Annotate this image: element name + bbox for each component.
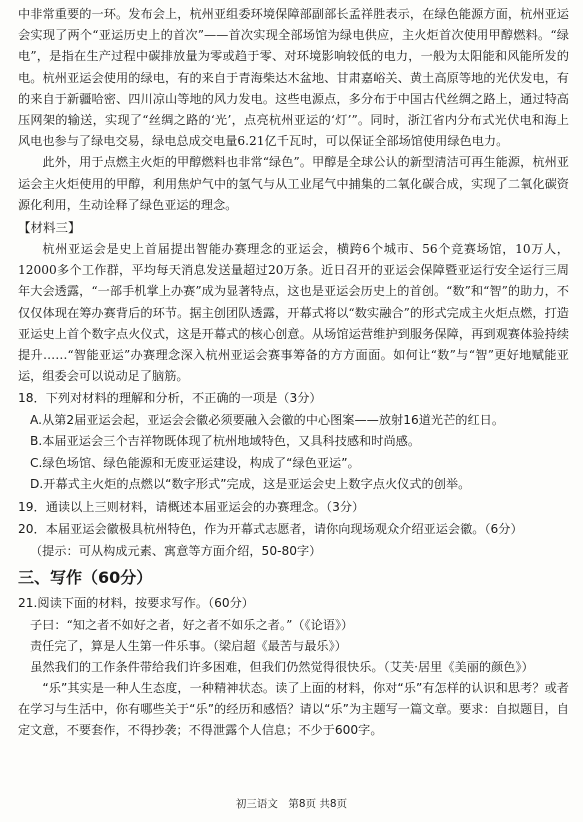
question-18-option-b: B.本届亚运会三个吉祥物既体现了杭州地域特色，又具科技感和时尚感。 bbox=[30, 434, 421, 449]
page-footer: 初三语文 第8页 共8页 bbox=[235, 798, 348, 810]
material2-paragraph-1: 中非常重要的一环。发布会上，杭州亚组委环境保障部副部长孟祥胜表示，在绿色能源方面，杭州亚运会实现了两个“亚运历史上的首次”——首次实现全部场馆为绿电供应，主火炬首次使用甲醇燃料。“绿电”，是指在生产过程中碳排放量为零或趋于零、对环境影响较低的电力，一般为太阳能和风能所发的电。杭州亚运会使用的绿电，有的来自于青海柴达木盆地、甘肃嘉峪关、黄土高原等地的光伏发电，有的来自于新疆哈密、四川凉山等地的风力发电。这些电源点，多分布于中国古代丝绸之路上，通过特高压网架的输送，实现了“丝绸之路的‘光’，点亮杭州亚运的‘灯’”。同时，浙江省内分布式光伏电和海上风电也参与了绿电交易，绿电总成交电量6.21亿千瓦时，可以保证全部场馆使用绿色电力。 bbox=[18, 7, 569, 149]
question-21-quote-1: 子曰：“知之者不如好之者，好之者不如乐之者。”（《论语》） bbox=[30, 617, 354, 632]
question-21-quote-3: 虽然我们的工作条件带给我们许多困难，但我们仍然觉得很快乐。（艾芙·居里《美丽的颜色》） bbox=[30, 659, 534, 674]
question-18-stem: 18．下列对材料的理解和分析，不正确的一项是（3分） bbox=[18, 391, 322, 406]
material3-heading: 【材料三】 bbox=[18, 220, 81, 236]
material3-paragraph: 杭州亚运会是史上首届提出智能办赛理念的亚运会，横跨6个城市、56个竞赛场馆，10万人，12000多个工作群，平均每天消息发送量超过20万条。近日召开的亚运会保障暨亚运行安全运行三周年大会透露，“一部手机掌上办赛”成为显著特点，这也是亚运会历史上的首创。“数”和“智”的助力，不仅仅体现在筹办赛背后的环节。据主创团队透露，开幕式将以“数实融合”的形式完成主火炬点燃，打造亚运史上首个数字点火仪式，这是开幕式的核心创意。从场馆运营维护到服务保障，再到观赛体验持续提升……“智能亚运”办赛理念深入杭州亚运会赛事筹备的方方面面。如何让“数”与“智”更好地赋能亚运，组委会可以说动足了脑筋。 bbox=[18, 242, 569, 384]
question-21-prompt: “乐”其实是一种人生态度，一种精神状态。读了上面的材料，你对“乐”有怎样的认识和思考？或者在学习与生活中，你有哪些关于“乐”的经历和感悟？请以“乐”为主题写一篇文章。要求：自拟题目，自定文意，不要套作，不得抄袭；不得泄露个人信息；不少于600字。 bbox=[18, 680, 569, 738]
question-20-hint: （提示：可从构成元素、寓意等方面介绍，50-80字） bbox=[30, 543, 322, 558]
question-18-option-c: C.绿色场馆、绿色能源和无废亚运建设，构成了“绿色亚运”。 bbox=[30, 455, 360, 470]
question-21-quote-2: 责任完了，算是人生第一件乐事。（梁启超《最苦与最乐》） bbox=[30, 638, 347, 653]
question-20-stem: 20．本届亚运会徽极具杭州特色，作为开幕式志愿者，请你向现场观众介绍亚运会徽。（6分） bbox=[18, 522, 523, 537]
material2-paragraph-2: 此外，用于点燃主火炬的甲醇燃料也非常“绿色”。甲醇是全球公认的新型清洁可再生能源，杭州亚运会主火炬使用的甲醇，利用焦炉气中的氢气与从工业尾气中捕集的二氧化碳合成，实现了二氧化碳资源化利用，生动诠释了绿色亚运的理念。 bbox=[18, 155, 569, 212]
question-19: 19．通读以上三则材料，请概述本届亚运会的办赛理念。（3分） bbox=[18, 499, 365, 514]
question-18-option-a: A.从第2届亚运会起，亚运会会徽必须要融入会徽的中心图案——放射16道光芒的红日。 bbox=[30, 412, 505, 427]
question-21-stem: 21.阅读下面的材料，按要求写作。（60分） bbox=[18, 596, 254, 611]
section-3-title: 三、写作（60分） bbox=[18, 568, 153, 588]
question-18-option-d: D.开幕式主火炬的点燃以“数字形式”完成，这是亚运会史上数字点火仪式的创举。 bbox=[30, 477, 471, 492]
